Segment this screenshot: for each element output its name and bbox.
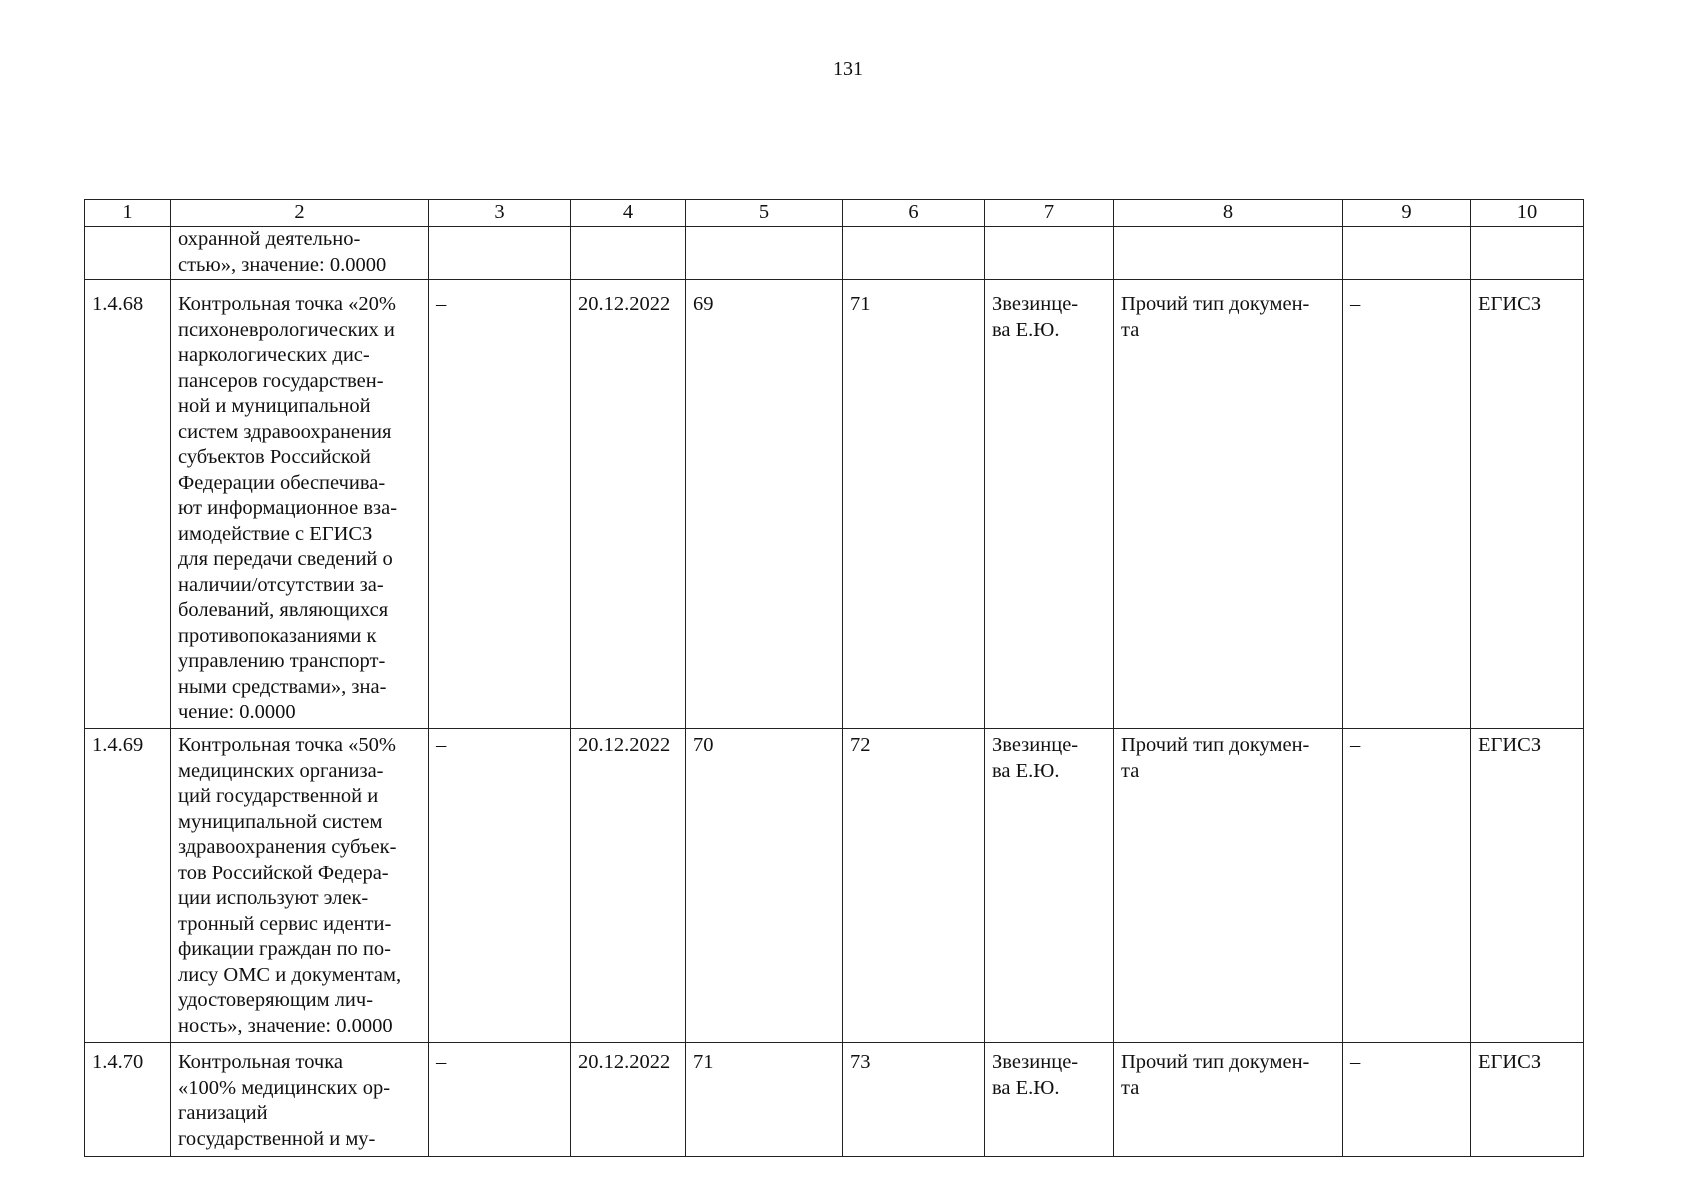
- cell-col9: –: [1343, 729, 1471, 1043]
- cell-doc-type: Прочий тип докумен- та: [1114, 729, 1343, 1043]
- column-header-5: 5: [686, 200, 843, 227]
- cell-doc-type: [1114, 227, 1343, 280]
- cell-description: Контрольная точка «100% медицинских ор- ганизаций государственной и му-: [171, 1043, 429, 1157]
- cell-responsible: Звезинце- ва Е.Ю.: [985, 729, 1114, 1043]
- cell-system: ЕГИСЗ: [1471, 280, 1584, 729]
- cell-col6: [843, 227, 985, 280]
- cell-description: охранной деятельно- стью», значение: 0.0000: [171, 227, 429, 280]
- cell-col3: –: [429, 1043, 571, 1157]
- cell-col5: 71: [686, 1043, 843, 1157]
- cell-doc-type: Прочий тип докумен- та: [1114, 1043, 1343, 1157]
- cell-date: [571, 227, 686, 280]
- cell-col9: [1343, 227, 1471, 280]
- cell-col6: 71: [843, 280, 985, 729]
- cell-date: 20.12.2022: [571, 280, 686, 729]
- cell-number: [85, 227, 171, 280]
- cell-responsible: Звезинце- ва Е.Ю.: [985, 1043, 1114, 1157]
- column-header-7: 7: [985, 200, 1114, 227]
- cell-system: ЕГИСЗ: [1471, 1043, 1584, 1157]
- page-number: 131: [833, 58, 863, 80]
- cell-number: 1.4.69: [85, 729, 171, 1043]
- table-row: [85, 1043, 1584, 1157]
- cell-col5: 70: [686, 729, 843, 1043]
- cell-col6: 73: [843, 1043, 985, 1157]
- document-table: [84, 199, 1584, 1157]
- cell-number: 1.4.70: [85, 1043, 171, 1157]
- cell-description: Контрольная точка «50% медицинских организа- ций государственной и муниципальной систем здравоохранения субъек- тов Российской Федера- ции используют элек- тронный сервис иденти- фикации граждан по по- лису ОМС и документам, удостоверяющим лич- ность», значение: 0.0000: [171, 729, 429, 1043]
- cell-number: 1.4.68: [85, 280, 171, 729]
- table-row: [85, 280, 1584, 729]
- cell-col3: –: [429, 729, 571, 1043]
- cell-system: [1471, 227, 1584, 280]
- column-header-9: 9: [1343, 200, 1471, 227]
- cell-col9: –: [1343, 1043, 1471, 1157]
- column-header-4: 4: [571, 200, 686, 227]
- cell-date: 20.12.2022: [571, 1043, 686, 1157]
- cell-col5: [686, 227, 843, 280]
- table-row: [85, 227, 1584, 280]
- cell-description: Контрольная точка «20% психоневрологических и наркологических дис- пансеров государствен- ной и муниципальной систем здравоохранения субъектов Российской Федерации обеспечива- ют информационное вза- имодействие с ЕГИСЗ для передачи сведений о наличии/отсутствии за- болеваний, являющихся противопоказаниями к управлению транспорт- ными средствами», зна- чение: 0.0000: [171, 280, 429, 729]
- header-row: [85, 200, 1584, 227]
- table-row: [85, 729, 1584, 1043]
- cell-col3: –: [429, 280, 571, 729]
- column-header-6: 6: [843, 200, 985, 227]
- column-header-3: 3: [429, 200, 571, 227]
- column-header-8: 8: [1114, 200, 1343, 227]
- cell-col9: –: [1343, 280, 1471, 729]
- cell-col5: 69: [686, 280, 843, 729]
- cell-doc-type: Прочий тип докумен- та: [1114, 280, 1343, 729]
- column-header-1: 1: [85, 200, 171, 227]
- cell-col3: [429, 227, 571, 280]
- column-header-10: 10: [1471, 200, 1584, 227]
- cell-system: ЕГИСЗ: [1471, 729, 1584, 1043]
- cell-date: 20.12.2022: [571, 729, 686, 1043]
- cell-responsible: Звезинце- ва Е.Ю.: [985, 280, 1114, 729]
- column-header-2: 2: [171, 200, 429, 227]
- cell-responsible: [985, 227, 1114, 280]
- cell-col6: 72: [843, 729, 985, 1043]
